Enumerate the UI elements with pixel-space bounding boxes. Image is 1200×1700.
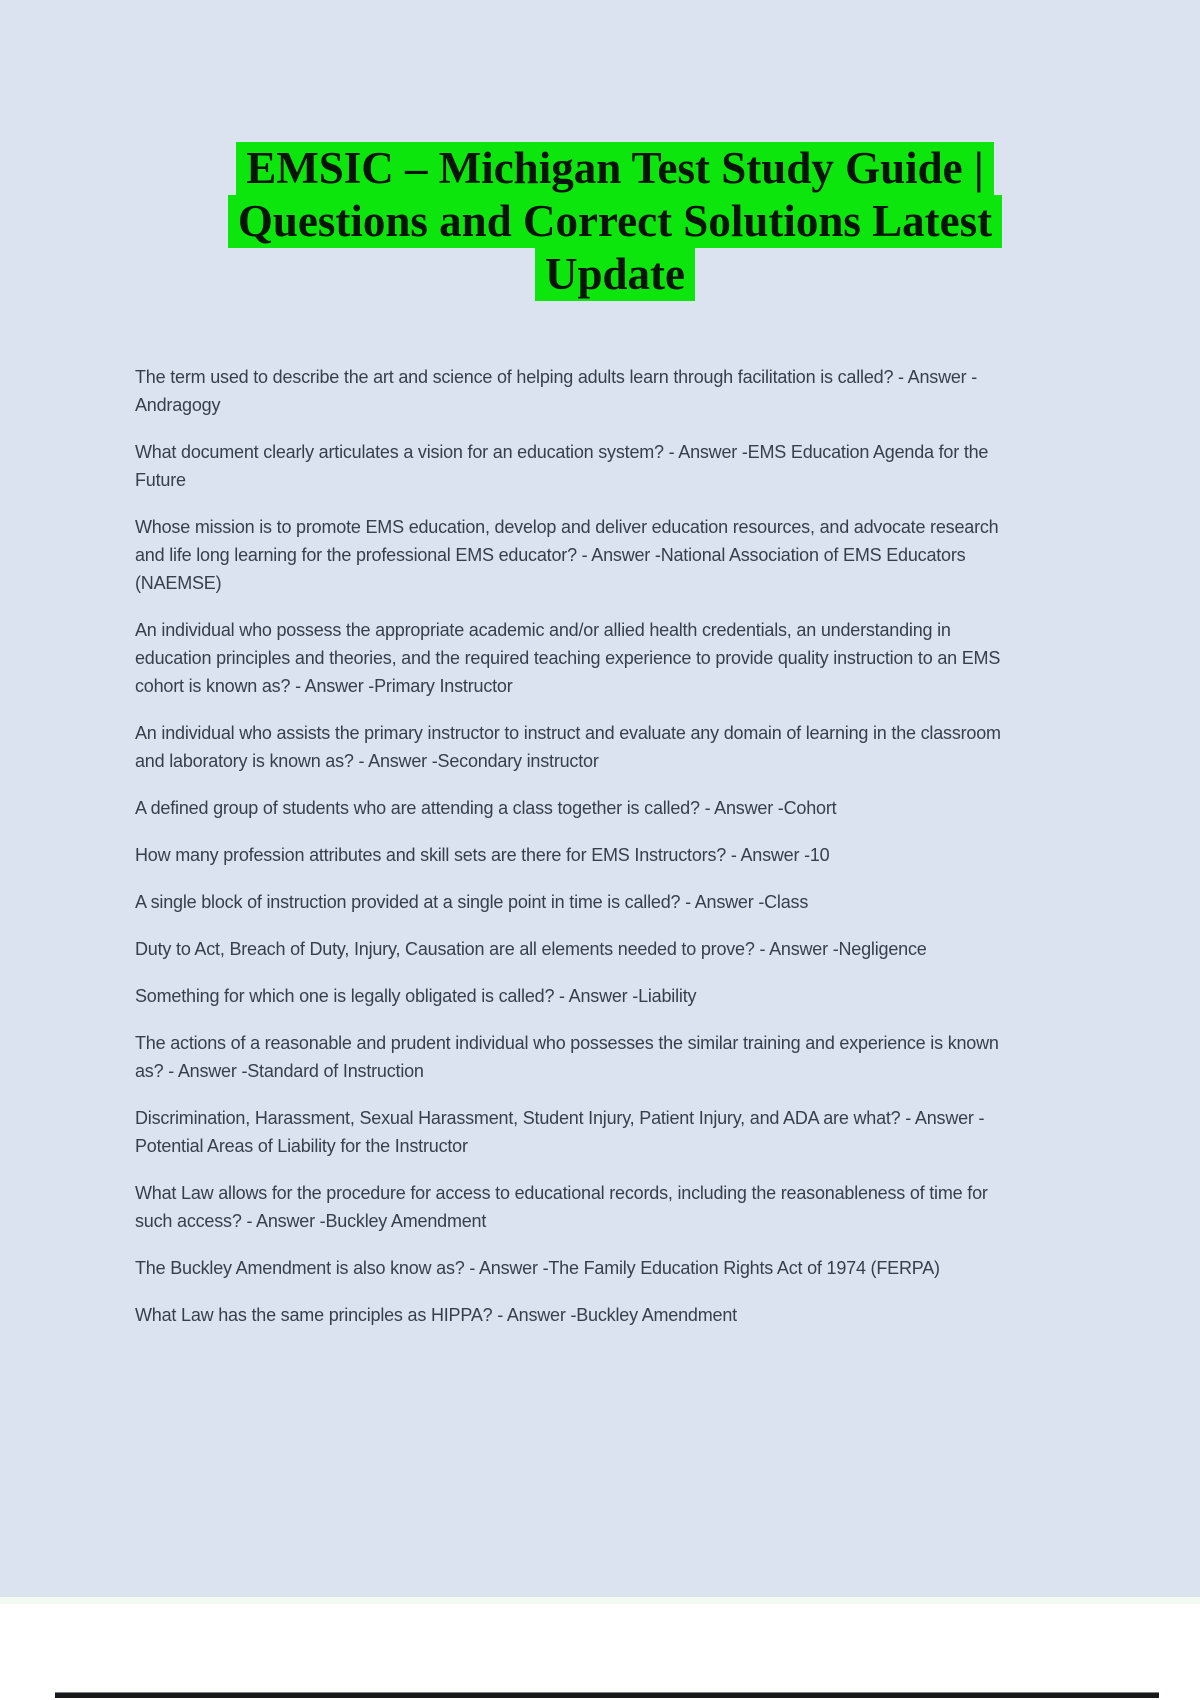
qa-item: Discrimination, Harassment, Sexual Harassment, Student Injury, Patient Injury, and ADA are what? - Answer -Potential Areas of Liability for the Instructor — [135, 1108, 985, 1156]
qa-item: An individual who possess the appropriate academic and/or allied health credentials, an understanding in education principles and theories, and the required teaching experience to provide quality instruction to an EMS cohort is known as? - Answer -Primary Instructor — [135, 620, 1001, 696]
title-highlight: Questions and Correct Solutions Latest — [228, 195, 1002, 248]
qa-item: The Buckley Amendment is also know as? - Answer -The Family Education Rights Act of 1974 (FERPA) — [135, 1258, 940, 1278]
qa-item: What document clearly articulates a vision for an education system? - Answer -EMS Education Agenda for the Future — [135, 442, 989, 490]
qa-item: An individual who assists the primary instructor to instruct and evaluate any domain of learning in the classroom and laboratory is known as? - Answer -Secondary instructor — [135, 723, 1001, 771]
qa-item: The term used to describe the art and science of helping adults learn through facilitation is called? - Answer -Andragogy — [135, 367, 978, 415]
qa-item: How many profession attributes and skill sets are there for EMS Instructors? - Answer -10 — [135, 845, 830, 865]
page-bottom-tint — [0, 1597, 1200, 1604]
qa-item: The actions of a reasonable and prudent individual who possesses the similar training and experience is known as? - Answer -Standard of Instruction — [135, 1033, 999, 1081]
qa-item: Something for which one is legally obligated is called? - Answer -Liability — [135, 986, 697, 1006]
qa-item: What Law has the same principles as HIPPA? - Answer -Buckley Amendment — [135, 1305, 737, 1325]
qa-item: A single block of instruction provided at a single point in time is called? - Answer -Class — [135, 892, 809, 912]
title-line-3 — [30, 248, 1200, 301]
title-line-2 — [30, 195, 1200, 248]
qa-list — [135, 363, 1011, 1348]
title-line-1 — [30, 142, 1200, 195]
qa-item: What Law allows for the procedure for access to educational records, including the reasonableness of time for such access? - Answer -Buckley Amendment — [135, 1183, 988, 1231]
title-highlight: Update — [535, 248, 695, 301]
qa-item: Duty to Act, Breach of Duty, Injury, Causation are all elements needed to prove? - Answer -Negligence — [135, 939, 927, 959]
qa-item: Whose mission is to promote EMS education, develop and deliver education resources, and advocate research and life long learning for the professional EMS educator? - Answer -National Association of EMS Educators (NAEMSE) — [135, 517, 999, 593]
qa-item: A defined group of students who are attending a class together is called? - Answer -Cohort — [135, 798, 837, 818]
document-title — [30, 142, 1200, 301]
title-highlight: EMSIC – Michigan Test Study Guide | — [236, 142, 994, 195]
page-break-divider — [55, 1692, 1159, 1698]
